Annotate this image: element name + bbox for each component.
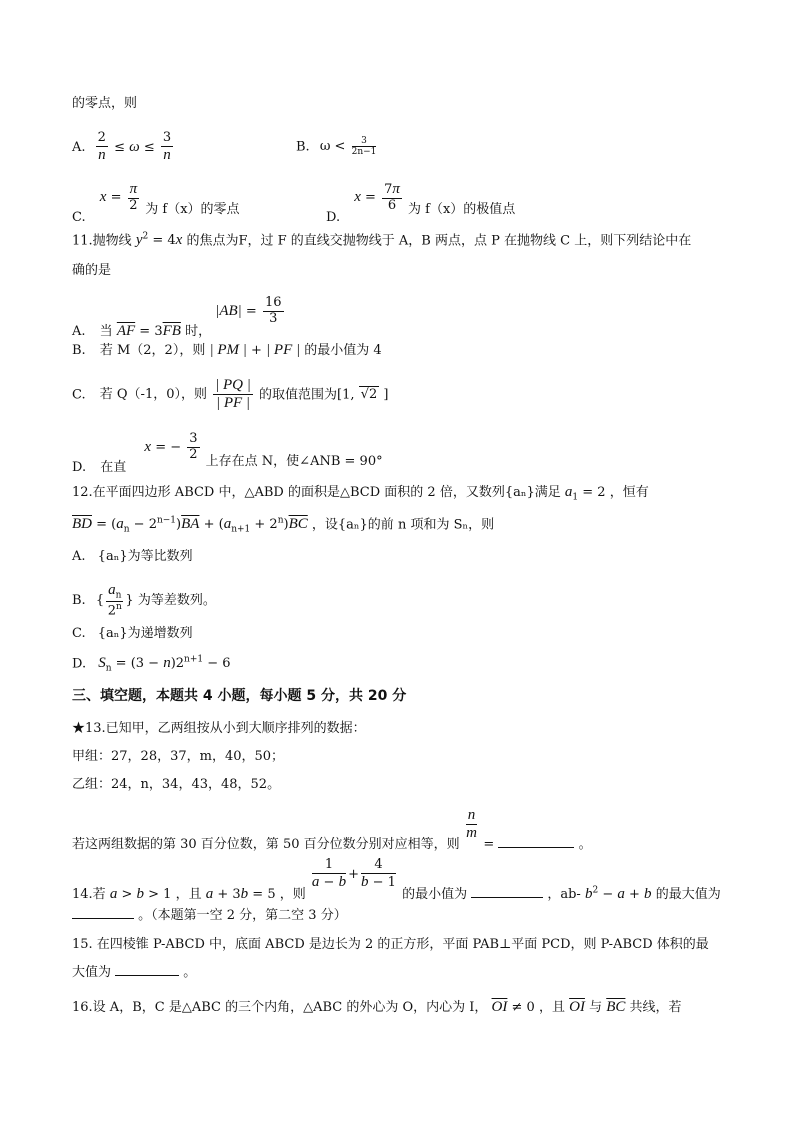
q10-a-formula: $\frac{2}{n}$ ≤ ω ≤ $\frac{3}{n}$	[97, 130, 172, 163]
q13-answer-blank[interactable]	[498, 847, 574, 848]
q13-group-yi: 乙组：24，n，34，43，48，52。	[72, 777, 281, 792]
q11-option-d: D. 在直 x = − $\frac{3}{2}$ 上存在点 N，使∠ANB = 90°	[72, 431, 383, 475]
q10-a-label: A.	[72, 140, 86, 156]
section-3-title: 三、填空题，本题共 4 小题，每小题 5 分，共 20 分	[72, 688, 407, 704]
q10-b-fraction: $\frac{3}{2n-1}$	[351, 136, 377, 158]
q12-d-formula: $S_n = (3 - n)2^{n+1} - 6$	[98, 655, 231, 674]
q16-stem-line1: 16.设 A，B，C 是△ABC 的三个内角，△ABC 的外心为 O，内心为 I， $\overline{OI} \ne 0$ ，且 $\overline{OI}$ 与 $\overline{BC}$ 共线，若	[72, 999, 682, 1015]
q13-group-jia: 甲组：27，28，37，m，40，50；	[72, 749, 285, 764]
q12-option-b: B. { $\frac{a_n}{2^n}$ } 为等差数列。	[72, 582, 216, 619]
q11-option-b: B. 若 M（2，2），则 | PM | + | PF | 的最小值为 4	[72, 342, 382, 358]
q11-option-a: A. 当 $\overline{AF} = 3\overline{FB}$ 时， |AB| = $\frac{16}{3}$	[72, 296, 286, 327]
q11-c-fraction: $\frac{| PQ |}{| PF |}$	[215, 377, 251, 412]
q11-option-c: C. 若 Q（-1，0），则 $\frac{| PQ |}{| PF |}$ 的取值范围为[1, √2 ]	[72, 377, 389, 412]
q11-stem-line1: 11.抛物线 $y^2 = 4x$ 的焦点为F，过 F 的直线交抛物线于 A，B 两点，点 P 在抛物线 C 上，则下列结论中在	[72, 232, 692, 249]
q12-a1: $a_1 = 2$	[564, 484, 606, 503]
q16-oi-nonzero: $\overline{OI} \ne 0$	[491, 999, 535, 1015]
q15-answer-blank[interactable]	[115, 975, 179, 976]
q14-cond1: a > b > 1	[109, 886, 172, 903]
q10-option-b	[296, 136, 378, 158]
q11-b-formula: | PM | + | PF |	[209, 342, 301, 358]
q10-d-text: 为 f（x）的极值点	[408, 202, 516, 218]
q10-option-d	[326, 181, 516, 226]
q12-b-formula: { $\frac{a_n}{2^n}$ }	[95, 582, 134, 619]
q10-d-label: D.	[326, 210, 341, 226]
q11-d-line-eq: x = − $\frac{3}{2}$	[144, 431, 198, 462]
q14-expression-2: $b^2 - a + b$	[584, 885, 652, 903]
q12-stem-line2: $\overline{BD} = (a_n - 2^{n-1})\overline{BA} + (a_{n+1} + 2^n)\overline{BC}$ ，设{aₙ}的前 n 项和为 Sₙ，则	[72, 516, 495, 535]
q10-c-label: C.	[72, 210, 86, 226]
q14-answer-blank-1[interactable]	[471, 897, 543, 898]
q12-stem-line1: 12.在平面四边形 ABCD 中，△ABD 的面积是△BCD 面积的 2 倍，又数列{aₙ}满足 $a_1 = 2$ ，恒有	[72, 484, 649, 503]
q12-option-c: C. {aₙ}为递增数列	[72, 626, 193, 641]
q14-answer-blank-2[interactable]	[72, 918, 134, 919]
q10-c-text: 为 f（x）的零点	[145, 202, 240, 218]
q10-b-label: B.	[296, 139, 310, 155]
q10-intro: 的零点，则	[72, 96, 138, 111]
q15-stem-line1: 15. 在四棱锥 P-ABCD 中，底面 ABCD 是边长为 2 的正方形，平面 PAB⊥平面 PCD，则 P-ABCD 体积的最	[72, 937, 709, 952]
q12-option-d: D. $S_n = (3 - n)2^{n+1} - 6$	[72, 655, 231, 674]
q11-a-vector-eq: $\overline{AF} = 3\overline{FB}$	[116, 322, 181, 339]
q11-a-result: |AB| = $\frac{16}{3}$	[215, 295, 282, 326]
q11-stem-line2: 确的是	[72, 263, 112, 278]
q10-d-formula: x = $\frac{7\pi}{6}$	[354, 181, 400, 214]
q11-c-sqrt2: √2	[360, 387, 378, 403]
q14-stem-line1: 14.若 a > b > 1 ，且 a + 3b = 5 ，则 $\frac{1}{a - b}$ + $\frac{4}{b - 1}$ 的最小值为 ，ab- $b^2 - a + b$ 的最大值为	[72, 857, 721, 903]
q10-option-a	[72, 131, 175, 164]
q12-vector-eq: $\overline{BD} = (a_n - 2^{n-1})\overline{BA} + (a_{n+1} + 2^n)\overline{BC}$	[72, 516, 308, 535]
q11-parabola-eq: $y^2 = 4x$	[135, 232, 183, 249]
q12-option-a: A. {aₙ}为等比数列	[72, 549, 193, 564]
q13-question: 若这两组数据的第 30 百分位数，第 50 百分位数分别对应相等，则 $\frac{n}{m}$ = 。	[72, 807, 592, 853]
q10-option-c	[72, 181, 240, 226]
q14-cond2: a + 3b = 5	[205, 886, 276, 903]
q16-oi-vector: $\overline{OI}$	[569, 999, 585, 1015]
q14-stem-line2: 。（本题第一空 2 分，第二空 3 分）	[72, 909, 347, 922]
q14-expression: $\frac{1}{a - b}$ + $\frac{4}{b - 1}$	[311, 857, 396, 890]
q10-b-text: ω <	[319, 139, 346, 155]
q16-bc-vector: $\overline{BC}$	[606, 999, 626, 1015]
q13-n-over-m: $\frac{n}{m}$	[466, 807, 477, 842]
q15-stem-line2: 大值为 。	[72, 965, 197, 980]
q10-c-formula: x = $\frac{\pi}{2}$	[99, 181, 138, 214]
q13-stem-line1: ★13.已知甲，乙两组按从小到大顺序排列的数据：	[72, 721, 366, 736]
